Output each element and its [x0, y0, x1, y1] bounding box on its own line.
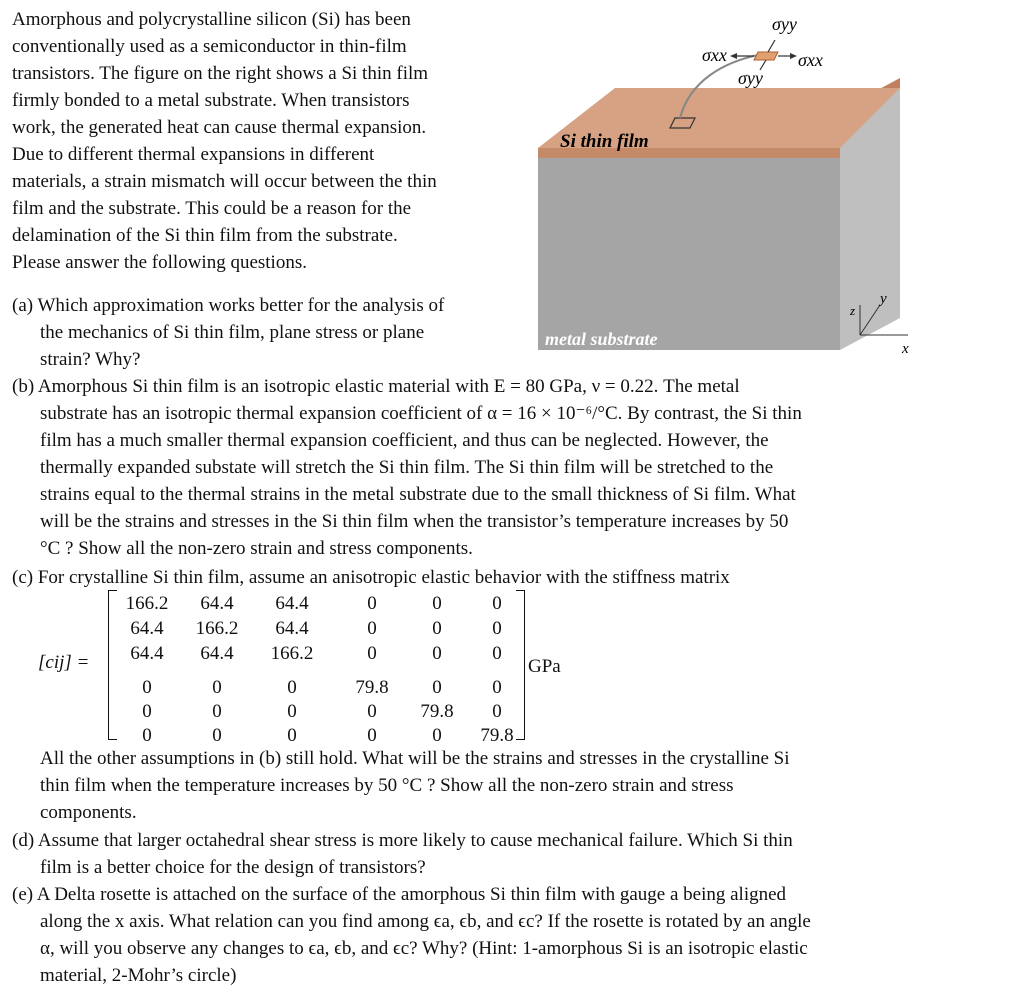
matrix-cell: 64.4 — [130, 618, 164, 639]
matrix-cell: 0 — [287, 725, 297, 746]
matrix-cell: 166.2 — [125, 593, 169, 614]
question-a-line: (a) Which approximation works better for the analysis of — [12, 295, 445, 316]
question-e-line: α, will you observe any changes to ϵa, ϵb, and ϵc? Why? (Hint: 1-amorphous Si is an isotropic elastic — [40, 938, 808, 959]
matrix-cell: 0 — [492, 593, 502, 614]
question-a-line: strain? Why? — [40, 349, 141, 370]
question-b-line: film has a much smaller thermal expansion coefficient, and thus can be neglected. However, the — [40, 430, 769, 451]
substrate-label: metal substrate — [545, 329, 658, 349]
matrix-cell: 64.4 — [275, 593, 309, 614]
matrix-cell: 166.2 — [270, 643, 314, 664]
question-c-line: thin film when the temperature increases by 50 °C ? Show all the non-zero strain and stress — [40, 775, 734, 796]
matrix-cell: 0 — [367, 643, 377, 664]
stiffness-matrix — [12, 590, 612, 746]
matrix-cell: 0 — [432, 618, 442, 639]
intro-line: transistors. The figure on the right shows a Si thin film — [12, 63, 429, 84]
matrix-left-bracket — [108, 590, 117, 740]
matrix-label: [cij] = — [38, 652, 90, 673]
matrix-cell: 0 — [492, 643, 502, 664]
question-d-line: (d) Assume that larger octahedral shear stress is more likely to cause mechanical failure. Which Si thin — [12, 830, 793, 851]
matrix-cell: 79.8 — [420, 701, 454, 722]
matrix-cell: 0 — [367, 618, 377, 639]
intro-line: film and the substrate. This could be a reason for the — [12, 198, 412, 219]
intro-line: firmly bonded to a metal substrate. When transistors — [12, 90, 410, 111]
matrix-cell: 0 — [432, 593, 442, 614]
question-b-line: thermally expanded substate will stretch the Si thin film. The Si thin film will be stretched to the — [40, 457, 774, 478]
question-b-line: strains equal to the thermal strains in the metal substrate due to the small thickness of Si film. What — [40, 484, 796, 505]
matrix-cell: 0 — [287, 701, 297, 722]
matrix-cell: 0 — [142, 725, 152, 746]
question-b-line: will be the strains and stresses in the Si thin film when the transistor’s temperature increases by 50 — [40, 511, 789, 532]
intro-line: Please answer the following questions. — [12, 252, 307, 273]
matrix-cell: 0 — [142, 677, 152, 698]
question-b-line: substrate has an isotropic thermal expansion coefficient of α = 16 × 10⁻⁶/°C. By contrast, the Si thin — [40, 403, 802, 424]
sigma-xx-right-label: σxx — [798, 50, 823, 70]
question-c-line: All the other assumptions in (b) still hold. What will be the strains and stresses in the crystalline Si — [40, 748, 790, 769]
matrix-cell: 64.4 — [200, 593, 234, 614]
intro-line: delamination of the Si thin film from the substrate. — [12, 225, 398, 246]
question-b-line: °C ? Show all the non-zero strain and stress components. — [40, 538, 473, 559]
matrix-cell: 64.4 — [275, 618, 309, 639]
intro-line: work, the generated heat can cause thermal expansion. — [12, 117, 427, 138]
intro-paragraph — [12, 6, 437, 276]
matrix-cell: 0 — [142, 701, 152, 722]
intro-line: Due to different thermal expansions in different — [12, 144, 375, 165]
matrix-cell: 0 — [492, 701, 502, 722]
sigma-xx-left-label: σxx — [702, 45, 727, 65]
matrix-unit: GPa — [528, 656, 561, 677]
sigma-yy-bottom-label: σyy — [738, 68, 763, 88]
question-e-line: along the x axis. What relation can you find among ϵa, ϵb, and ϵc? If the rosette is rotated by an angle — [40, 911, 811, 932]
question-e — [12, 881, 811, 989]
question-e-line: material, 2-Mohr’s circle) — [40, 965, 237, 986]
matrix-cell: 0 — [212, 677, 222, 698]
arrowhead — [790, 53, 797, 59]
matrix-cell: 0 — [432, 643, 442, 664]
question-d-line: film is a better choice for the design of transistors? — [40, 857, 426, 878]
question-c-intro — [12, 564, 730, 591]
question-a-line: the mechanics of Si thin film, plane stress or plane — [40, 322, 425, 343]
arrowhead — [730, 53, 737, 59]
question-b — [12, 373, 802, 562]
question-b-line: (b) Amorphous Si thin film is an isotropic elastic material with E = 80 GPa, ν = 0.22. The metal — [12, 376, 740, 397]
axis-x-label: x — [902, 341, 909, 357]
intro-line: materials, a strain mismatch will occur between the thin — [12, 171, 437, 192]
question-a — [12, 292, 444, 373]
matrix-cell: 64.4 — [130, 643, 164, 664]
intro-line: Amorphous and polycrystalline silicon (Si) has been — [12, 9, 411, 30]
question-c-rest — [12, 745, 790, 826]
thin-film-figure — [530, 0, 930, 360]
matrix-cell: 79.8 — [480, 725, 514, 746]
film-label: Si thin film — [560, 131, 649, 152]
sigma-yy-up-arrow — [768, 40, 775, 52]
matrix-cell: 64.4 — [200, 643, 234, 664]
substrate-front-face — [538, 158, 840, 350]
matrix-cell: 0 — [212, 701, 222, 722]
question-d — [12, 827, 793, 881]
matrix-cell: 0 — [432, 725, 442, 746]
question-c-line: components. — [40, 802, 137, 823]
matrix-cell: 0 — [492, 677, 502, 698]
axis-y-label: y — [880, 291, 887, 307]
sigma-yy-top-label: σyy — [772, 14, 797, 34]
matrix-cell: 79.8 — [355, 677, 389, 698]
axis-z-label: z — [850, 303, 856, 318]
intro-line: conventionally used as a semiconductor in thin-film — [12, 36, 407, 57]
matrix-cell: 0 — [492, 618, 502, 639]
matrix-cell: 0 — [367, 593, 377, 614]
matrix-cell: 0 — [367, 701, 377, 722]
matrix-cell: 0 — [367, 725, 377, 746]
question-e-line: (e) A Delta rosette is attached on the surface of the amorphous Si thin film with gauge a being aligned — [12, 884, 787, 905]
matrix-cell: 166.2 — [195, 618, 239, 639]
question-c-line: (c) For crystalline Si thin film, assume an anisotropic elastic behavior with the stiffness matrix — [12, 567, 730, 588]
stress-cube — [754, 52, 778, 60]
matrix-cell: 0 — [212, 725, 222, 746]
matrix-cell: 0 — [287, 677, 297, 698]
matrix-cell: 0 — [432, 677, 442, 698]
